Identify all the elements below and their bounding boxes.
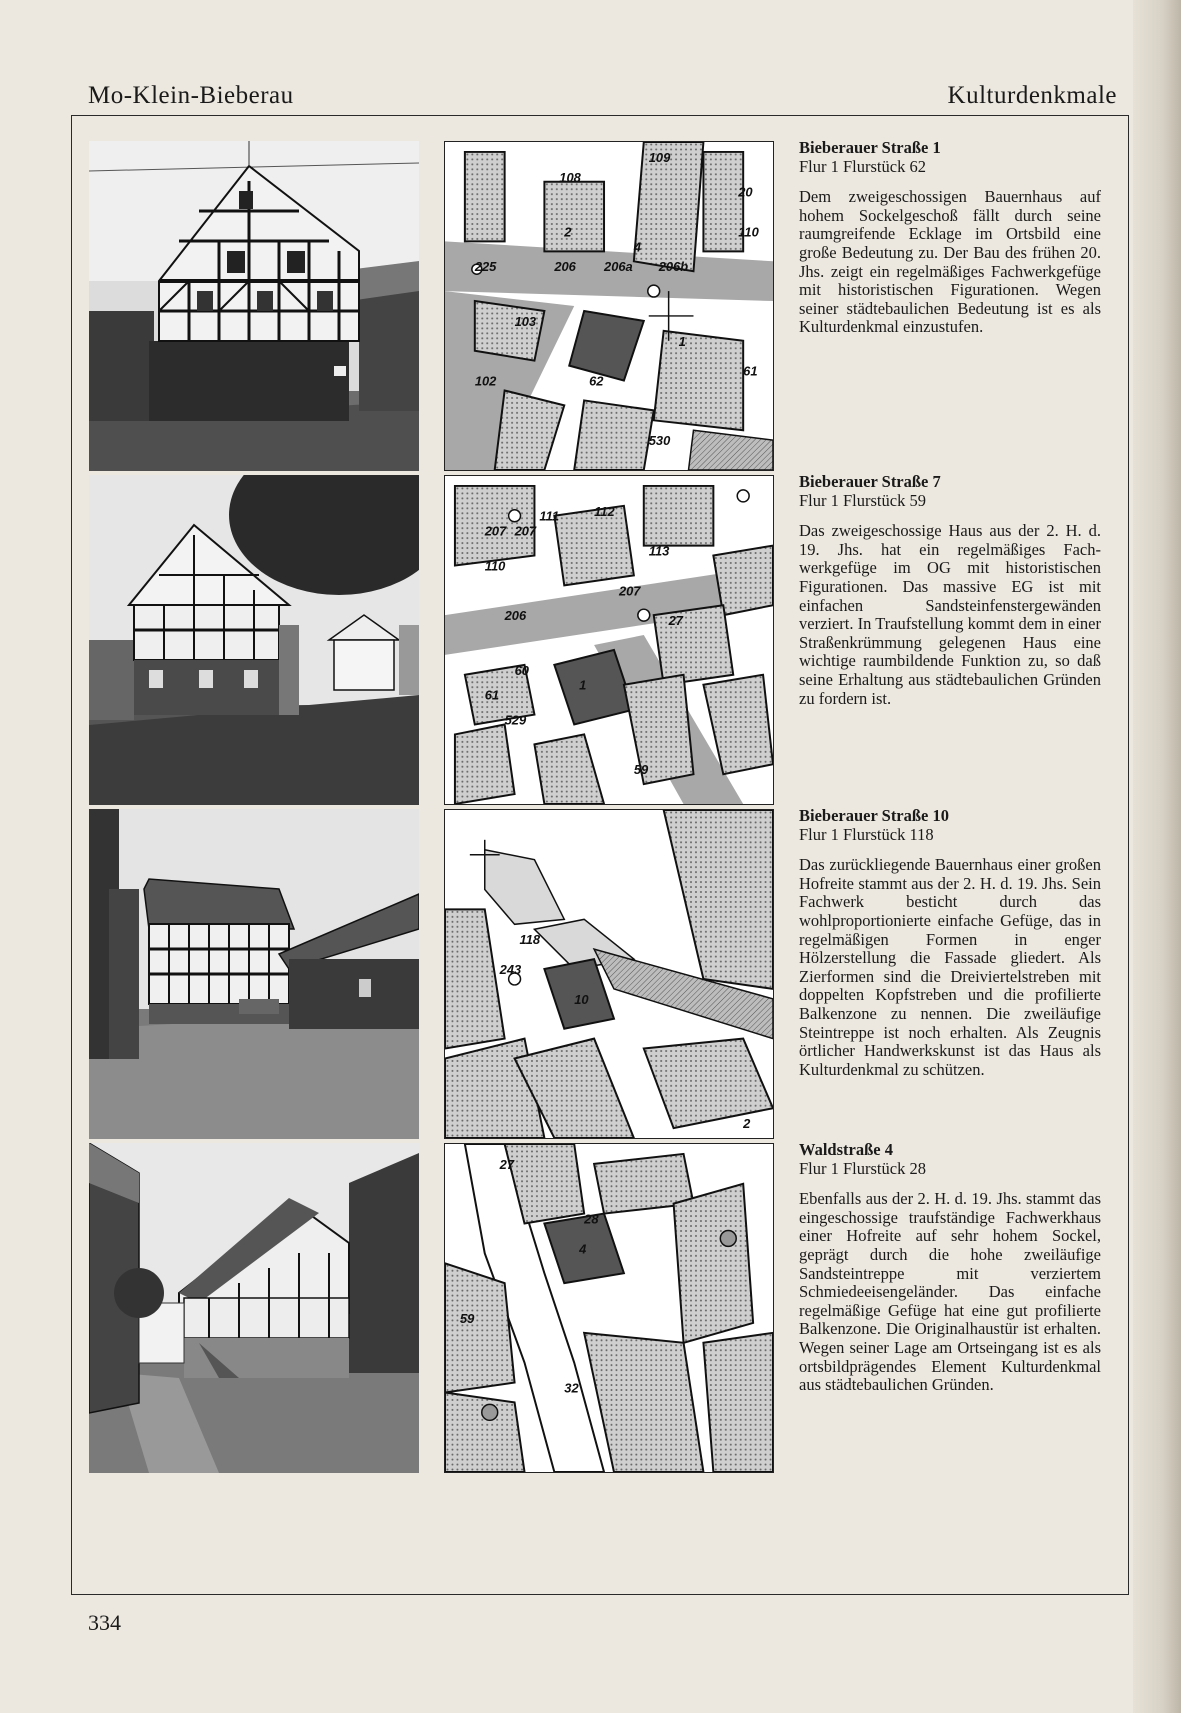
map-parcel-label: 102: [474, 373, 497, 389]
map-parcel-label: 2: [564, 224, 572, 240]
map-parcel-label: 27: [499, 1156, 515, 1172]
map-parcel-label: 529: [504, 712, 527, 728]
book-gutter-shadow: [1133, 0, 1181, 1713]
map-parcel-label: 28: [584, 1211, 599, 1227]
map-parcel-label: 103: [514, 313, 537, 329]
map-parcel-label: 110: [738, 224, 759, 240]
map-parcel-label: 112: [594, 503, 615, 519]
entry-description: Das zurückliegende Bauernhaus einer großen Hofreite stammt aus der 2. H. d. 19. Jhs. Sein Fachwerk besticht durch das wohlproportionierte einfache Gefüge, das in regelmäßigen Formen in enger Hölzerstellung die Fassade gliedert. Als Zierformen sind die Dreiviertelstreben mit doppelten Kopfstreben und die profilierte Balkenzone zu nennen. Die zweiläufige Steintreppe ist noch erhalten. Als Zeugnis örtlicher Handwerkskunst ist das Haus als Kulturdenkmal zu schützen.: [799, 855, 1101, 1079]
map-parcel-label: 207: [484, 523, 507, 539]
entry-text: [799, 139, 1101, 337]
entry-title: Bieberauer Straße 10: [799, 806, 950, 825]
map-parcel-label: 4: [579, 1241, 587, 1257]
monument-entry: [72, 116, 1130, 449]
entry-title: Waldstraße 4: [799, 1140, 893, 1159]
map-parcel-label: 225: [474, 259, 497, 275]
entry-parcel: Flur 1 Flurstück 62: [799, 156, 926, 176]
map-parcel-label: 62: [589, 373, 604, 389]
map-parcel-label: 27: [668, 613, 683, 629]
page-number: 334: [88, 1610, 121, 1635]
building-photo: [89, 141, 419, 471]
cadastral-map: [444, 141, 774, 471]
map-parcel-label: 207: [514, 523, 537, 539]
map-parcel-label: 32: [564, 1380, 579, 1396]
map-parcel-label: 1: [579, 677, 587, 693]
content-frame: [71, 115, 1129, 1595]
entry-description: Dem zweigeschossigen Bauernhaus auf hohem Sockelgeschoß fällt durch seine raumgreifende Ecklage im Ortsbild eine große Bedeutung zu. Der Bau des frühen 20. Jhs. zeigt ein regelmäßiges Fachwerkgefüge mit historistischen Figurationen. Wegen seiner städtebaulichen Bedeutung ist es als Kulturdenkmal einzustufen.: [799, 187, 1101, 337]
map-parcel-label: 118: [519, 932, 541, 948]
map-parcel-label: 207: [618, 583, 641, 599]
map-parcel-label: 206a: [604, 259, 633, 275]
map-parcel-label: 206b: [658, 259, 689, 275]
building-photo: [89, 1143, 419, 1473]
map-parcel-label: 206: [504, 608, 527, 624]
map-parcel-label: 10: [574, 991, 589, 1007]
building-photo: [89, 475, 419, 805]
monument-entry: [72, 784, 1130, 1132]
map-parcel-label: 108: [559, 169, 581, 185]
map-parcel-label: 61: [743, 363, 758, 379]
map-parcel-label: 59: [459, 1310, 475, 1326]
map-parcel-label: 2: [743, 1116, 751, 1132]
map-parcel-label: 60: [514, 662, 529, 678]
map-parcel-label: 243: [499, 962, 522, 977]
entry-title: Bieberauer Straße 1: [799, 138, 941, 157]
map-parcel-label: 1: [678, 333, 686, 349]
map-parcel-label: 111: [539, 508, 560, 524]
cadastral-map: [444, 475, 774, 805]
map-parcel-label: 206: [554, 259, 576, 275]
entry-description: Ebenfalls aus der 2. H. d. 19. Jhs. stammt das eingeschossige traufständige Fachwerkhaus einer Hofreite auf sehr hohem Sockel, geprägt durch die hohe zweiläufige Sandsteintreppe mit verziertem Schmiedeeisengeländer. Das einfache regelmäßige Gefüge hat eine gut profilierte Balkenzone. Die Originalhaustür ist erhalten. Wegen seiner Lage am Ortseingang ist es als ortsbildprägendes Element Kulturdenkmal aus städtebaulichen Gründen.: [799, 1189, 1101, 1395]
entry-parcel: Flur 1 Flurstück 28: [799, 1158, 926, 1178]
entry-text: [799, 807, 1101, 1079]
map-parcel-label: 109: [648, 149, 671, 165]
map-parcel-label: 61: [484, 687, 500, 703]
running-head-right: Kulturdenkmale: [947, 82, 1117, 109]
cadastral-map: [444, 1143, 774, 1473]
entry-parcel: Flur 1 Flurstück 59: [799, 490, 926, 510]
monument-entry: [72, 1118, 1130, 1448]
running-head-left: Mo-Klein-Bieberau: [88, 82, 294, 109]
entry-text: [799, 1141, 1101, 1395]
entry-title: Bieberauer Straße 7: [799, 472, 941, 491]
monument-entry: [72, 450, 1130, 780]
entry-parcel: Flur 1 Flurstück 118: [799, 824, 934, 844]
map-parcel-label: 113: [648, 543, 670, 559]
map-parcel-label: 20: [738, 184, 753, 200]
building-photo: [89, 809, 419, 1139]
entry-description: Das zweigeschossige Haus aus der 2. H. d. 19. Jhs. hat ein regelmäßiges Fachwerkgefüge im OG mit historistischen Figurationen. Das massive EG ist mit einfachen Sandsteinfenstergewänden verziert. In Traufstellung kommt dem in einer Straßenkrümmung gelegenen Haus eine wichtige raumbildende Funktion zu, so daß seine Erhaltung aus städtebaulichen Gründen zu fordern ist.: [799, 521, 1101, 708]
map-parcel-label: 530: [648, 433, 671, 449]
map-parcel-label: 110: [484, 558, 506, 574]
entry-text: [799, 473, 1101, 708]
map-parcel-label: 4: [633, 239, 642, 255]
map-parcel-label: 59: [633, 762, 649, 778]
cadastral-map: [444, 809, 774, 1139]
